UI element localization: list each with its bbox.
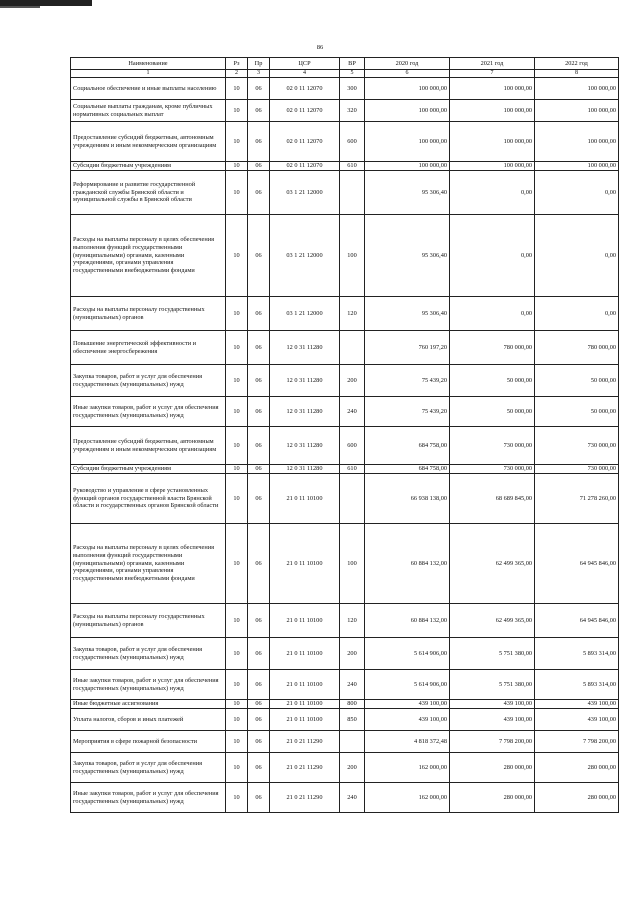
row-vr [340, 331, 365, 365]
row-vr: 100 [340, 215, 365, 297]
row-name: Руководство и управление в сфере установленных функций органов государственной власти Брянской области и государственных органов Брянской области [71, 474, 226, 524]
row-2021: 62 499 365,00 [450, 524, 535, 604]
row-pr: 06 [248, 122, 270, 162]
row-2022: 100 000,00 [535, 122, 619, 162]
row-pr: 06 [248, 427, 270, 465]
table-row [71, 465, 619, 474]
row-2021: 0,00 [450, 171, 535, 215]
row-vr: 120 [340, 297, 365, 331]
row-vr: 610 [340, 465, 365, 474]
row-pr: 06 [248, 100, 270, 122]
table-row [71, 700, 619, 709]
row-2021: 50 000,00 [450, 365, 535, 397]
row-csr: 02 0 11 12070 [270, 122, 340, 162]
row-csr: 12 0 31 11280 [270, 465, 340, 474]
row-rz: 10 [226, 365, 248, 397]
row-2021: 0,00 [450, 297, 535, 331]
row-2022: 50 000,00 [535, 365, 619, 397]
row-pr: 06 [248, 524, 270, 604]
row-vr: 200 [340, 753, 365, 783]
row-name: Повышение энергетической эффективности и обеспечение энергосбережения [71, 331, 226, 365]
row-vr: 600 [340, 427, 365, 465]
row-2022: 71 278 260,00 [535, 474, 619, 524]
page-number: 86 [316, 44, 324, 51]
row-rz: 10 [226, 78, 248, 100]
column-number: 4 [270, 70, 340, 78]
row-name: Иные закупки товаров, работ и услуг для обеспечения государственных (муниципальных) нужд [71, 670, 226, 700]
row-2022: 730 000,00 [535, 427, 619, 465]
row-2022: 5 893 314,00 [535, 638, 619, 670]
row-2020: 439 100,00 [365, 700, 450, 709]
row-name: Закупка товаров, работ и услуг для обеспечения государственных (муниципальных) нужд [71, 365, 226, 397]
row-2021: 100 000,00 [450, 162, 535, 171]
row-2020: 95 306,40 [365, 297, 450, 331]
row-pr: 06 [248, 731, 270, 753]
row-pr: 06 [248, 365, 270, 397]
row-vr: 800 [340, 700, 365, 709]
row-2022: 439 100,00 [535, 700, 619, 709]
row-2020: 760 197,20 [365, 331, 450, 365]
row-vr [340, 474, 365, 524]
row-csr: 21 0 11 10100 [270, 604, 340, 638]
row-csr: 21 0 11 10100 [270, 638, 340, 670]
row-pr: 06 [248, 753, 270, 783]
row-csr: 21 0 21 11290 [270, 753, 340, 783]
row-pr: 06 [248, 465, 270, 474]
row-2021: 730 000,00 [450, 465, 535, 474]
row-2022: 50 000,00 [535, 397, 619, 427]
budget-table [70, 57, 619, 813]
row-pr: 06 [248, 604, 270, 638]
table-row [71, 100, 619, 122]
table-row [71, 78, 619, 100]
row-2022: 5 893 314,00 [535, 670, 619, 700]
row-2022: 7 798 200,00 [535, 731, 619, 753]
row-vr: 120 [340, 604, 365, 638]
column-number: 1 [71, 70, 226, 78]
table-row [71, 331, 619, 365]
row-name: Предоставление субсидий бюджетным, автономным учреждениям и иным некоммерческим организациям [71, 122, 226, 162]
row-rz: 10 [226, 215, 248, 297]
row-rz: 10 [226, 753, 248, 783]
row-2021: 50 000,00 [450, 397, 535, 427]
row-pr: 06 [248, 162, 270, 171]
table-row [71, 638, 619, 670]
header-2021: 2021 год [450, 58, 535, 70]
row-2022: 100 000,00 [535, 162, 619, 171]
row-rz: 10 [226, 122, 248, 162]
row-2020: 684 758,00 [365, 427, 450, 465]
table-row [71, 427, 619, 465]
row-2020: 5 614 906,00 [365, 670, 450, 700]
row-vr: 610 [340, 162, 365, 171]
row-pr: 06 [248, 638, 270, 670]
table-row [71, 365, 619, 397]
column-number: 5 [340, 70, 365, 78]
column-number-row [71, 70, 619, 78]
row-2022: 280 000,00 [535, 783, 619, 813]
header-2022: 2022 год [535, 58, 619, 70]
row-vr [340, 731, 365, 753]
header-name: Наименование [71, 58, 226, 70]
row-csr: 12 0 31 11280 [270, 397, 340, 427]
row-2020: 95 306,40 [365, 171, 450, 215]
row-2021: 100 000,00 [450, 100, 535, 122]
table-row [71, 604, 619, 638]
row-vr: 320 [340, 100, 365, 122]
scan-edge-mark [0, 6, 40, 8]
row-csr: 21 0 21 11290 [270, 731, 340, 753]
header-rz: Рз [226, 58, 248, 70]
row-rz: 10 [226, 604, 248, 638]
row-2021: 439 100,00 [450, 709, 535, 731]
row-2021: 100 000,00 [450, 78, 535, 100]
row-2021: 280 000,00 [450, 753, 535, 783]
row-pr: 06 [248, 397, 270, 427]
row-2020: 162 000,00 [365, 753, 450, 783]
row-2020: 60 884 132,00 [365, 604, 450, 638]
row-name: Реформирование и развитие государственной гражданской службы Брянской области и муниципальной службы в Брянской области [71, 171, 226, 215]
column-number: 6 [365, 70, 450, 78]
row-pr: 06 [248, 78, 270, 100]
row-pr: 06 [248, 331, 270, 365]
row-2022: 100 000,00 [535, 100, 619, 122]
row-2020: 684 758,00 [365, 465, 450, 474]
row-csr: 02 0 11 12070 [270, 100, 340, 122]
row-2021: 62 499 365,00 [450, 604, 535, 638]
table-body [71, 78, 619, 813]
row-2020: 66 938 138,00 [365, 474, 450, 524]
row-pr: 06 [248, 215, 270, 297]
row-vr: 300 [340, 78, 365, 100]
row-pr: 06 [248, 297, 270, 331]
column-number: 2 [226, 70, 248, 78]
row-2021: 7 798 200,00 [450, 731, 535, 753]
table-row [71, 474, 619, 524]
row-2022: 730 000,00 [535, 465, 619, 474]
row-name: Расходы на выплаты персоналу в целях обеспечения выполнения функций государственными (муниципальными) органами, казенными учреждениями, органами управления государственными внебюджетными фондами [71, 524, 226, 604]
table-row [71, 162, 619, 171]
row-vr [340, 171, 365, 215]
row-name: Иные закупки товаров, работ и услуг для обеспечения государственных (муниципальных) нужд [71, 397, 226, 427]
row-2021: 0,00 [450, 215, 535, 297]
row-2020: 95 306,40 [365, 215, 450, 297]
row-2020: 4 818 372,48 [365, 731, 450, 753]
row-csr: 21 0 11 10100 [270, 474, 340, 524]
table-row [71, 709, 619, 731]
row-2022: 0,00 [535, 297, 619, 331]
row-pr: 06 [248, 709, 270, 731]
row-2022: 64 945 846,00 [535, 524, 619, 604]
row-rz: 10 [226, 700, 248, 709]
table-row [71, 297, 619, 331]
row-name: Социальное обеспечение и иные выплаты населению [71, 78, 226, 100]
row-csr: 21 0 21 11290 [270, 783, 340, 813]
row-vr: 200 [340, 638, 365, 670]
column-number: 7 [450, 70, 535, 78]
table-row [71, 731, 619, 753]
row-2020: 439 100,00 [365, 709, 450, 731]
row-vr: 200 [340, 365, 365, 397]
table-row [71, 122, 619, 162]
header-pr: Пр [248, 58, 270, 70]
row-rz: 10 [226, 171, 248, 215]
row-csr: 02 0 11 12070 [270, 78, 340, 100]
row-name: Расходы на выплаты персоналу в целях обеспечения выполнения функций государственными (муниципальными) органами, казенными учреждениями, органами управления государственными внебюджетными фондами [71, 215, 226, 297]
row-csr: 12 0 31 11280 [270, 331, 340, 365]
row-csr: 21 0 11 10100 [270, 524, 340, 604]
row-rz: 10 [226, 731, 248, 753]
row-name: Субсидии бюджетным учреждениям [71, 465, 226, 474]
row-csr: 12 0 31 11280 [270, 427, 340, 465]
row-csr: 21 0 11 10100 [270, 670, 340, 700]
row-rz: 10 [226, 524, 248, 604]
header-vr: ВР [340, 58, 365, 70]
row-csr: 21 0 11 10100 [270, 700, 340, 709]
row-rz: 10 [226, 465, 248, 474]
row-csr: 03 1 21 12000 [270, 215, 340, 297]
row-name: Расходы на выплаты персоналу государственных (муниципальных) органов [71, 297, 226, 331]
row-pr: 06 [248, 700, 270, 709]
row-name: Мероприятия в сфере пожарной безопасности [71, 731, 226, 753]
row-2021: 68 689 845,00 [450, 474, 535, 524]
row-2020: 100 000,00 [365, 162, 450, 171]
row-name: Расходы на выплаты персоналу государственных (муниципальных) органов [71, 604, 226, 638]
row-name: Социальные выплаты гражданам, кроме публичных нормативных социальных выплат [71, 100, 226, 122]
row-name: Иные бюджетные ассигнования [71, 700, 226, 709]
row-vr: 100 [340, 524, 365, 604]
row-2020: 75 439,20 [365, 365, 450, 397]
row-rz: 10 [226, 783, 248, 813]
row-name: Уплата налогов, сборов и иных платежей [71, 709, 226, 731]
row-2020: 100 000,00 [365, 100, 450, 122]
row-csr: 03 1 21 12000 [270, 297, 340, 331]
row-rz: 10 [226, 100, 248, 122]
row-rz: 10 [226, 474, 248, 524]
table-row [71, 524, 619, 604]
row-csr: 12 0 31 11280 [270, 365, 340, 397]
row-name: Закупка товаров, работ и услуг для обеспечения государственных (муниципальных) нужд [71, 753, 226, 783]
row-2020: 5 614 906,00 [365, 638, 450, 670]
row-2022: 780 000,00 [535, 331, 619, 365]
row-2021: 439 100,00 [450, 700, 535, 709]
row-vr: 600 [340, 122, 365, 162]
row-2021: 780 000,00 [450, 331, 535, 365]
row-2020: 75 439,20 [365, 397, 450, 427]
row-name: Закупка товаров, работ и услуг для обеспечения государственных (муниципальных) нужд [71, 638, 226, 670]
header-csr: ЦСР [270, 58, 340, 70]
row-rz: 10 [226, 427, 248, 465]
row-2020: 100 000,00 [365, 78, 450, 100]
row-vr: 850 [340, 709, 365, 731]
row-pr: 06 [248, 171, 270, 215]
row-csr: 02 0 11 12070 [270, 162, 340, 171]
table-row [71, 215, 619, 297]
table-row [71, 670, 619, 700]
row-2022: 280 000,00 [535, 753, 619, 783]
row-rz: 10 [226, 670, 248, 700]
header-2020: 2020 год [365, 58, 450, 70]
column-number: 8 [535, 70, 619, 78]
table-row [71, 397, 619, 427]
row-rz: 10 [226, 331, 248, 365]
row-2021: 5 751 380,00 [450, 638, 535, 670]
row-2020: 100 000,00 [365, 122, 450, 162]
row-2020: 162 000,00 [365, 783, 450, 813]
row-name: Иные закупки товаров, работ и услуг для обеспечения государственных (муниципальных) нужд [71, 783, 226, 813]
row-2022: 100 000,00 [535, 78, 619, 100]
row-name: Субсидии бюджетным учреждениям [71, 162, 226, 171]
row-rz: 10 [226, 297, 248, 331]
row-2022: 439 100,00 [535, 709, 619, 731]
header-row [71, 58, 619, 70]
row-rz: 10 [226, 709, 248, 731]
row-pr: 06 [248, 474, 270, 524]
table-row [71, 171, 619, 215]
row-2021: 280 000,00 [450, 783, 535, 813]
row-vr: 240 [340, 397, 365, 427]
row-2022: 64 945 846,00 [535, 604, 619, 638]
row-pr: 06 [248, 670, 270, 700]
row-pr: 06 [248, 783, 270, 813]
row-2020: 60 884 132,00 [365, 524, 450, 604]
table-row [71, 783, 619, 813]
row-vr: 240 [340, 670, 365, 700]
column-number: 3 [248, 70, 270, 78]
row-2021: 5 751 380,00 [450, 670, 535, 700]
row-rz: 10 [226, 397, 248, 427]
row-vr: 240 [340, 783, 365, 813]
row-csr: 03 1 21 12000 [270, 171, 340, 215]
row-2021: 730 000,00 [450, 427, 535, 465]
table-row [71, 753, 619, 783]
row-rz: 10 [226, 162, 248, 171]
row-2021: 100 000,00 [450, 122, 535, 162]
row-name: Предоставление субсидий бюджетным, автономным учреждениям и иным некоммерческим организациям [71, 427, 226, 465]
row-2022: 0,00 [535, 171, 619, 215]
row-csr: 21 0 11 10100 [270, 709, 340, 731]
row-rz: 10 [226, 638, 248, 670]
row-2022: 0,00 [535, 215, 619, 297]
